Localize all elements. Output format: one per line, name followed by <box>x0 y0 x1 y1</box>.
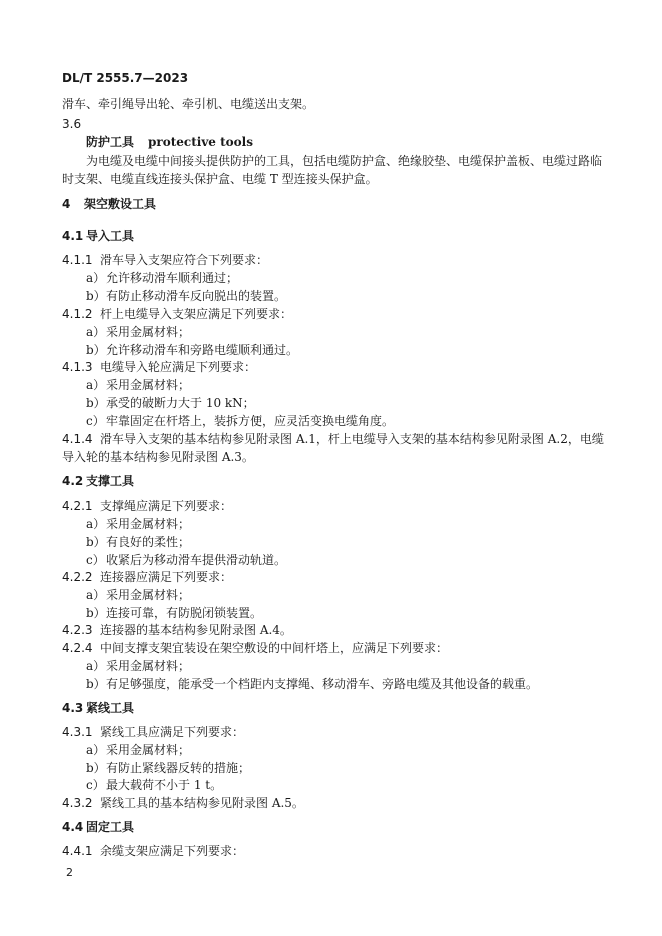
clause <box>62 795 304 811</box>
list-text: 采用金属材料； <box>106 517 191 531</box>
list-item <box>86 587 190 603</box>
clause <box>62 498 232 514</box>
list-marker: c） <box>86 553 105 567</box>
list-marker: b） <box>86 343 106 357</box>
list-text: 采用金属材料； <box>106 378 191 392</box>
term-title <box>86 134 253 150</box>
list-text: 采用金属材料； <box>106 743 191 757</box>
clause <box>62 843 244 859</box>
clause-number: 4.4.1 <box>62 844 93 858</box>
list-item <box>86 552 286 568</box>
subsection-heading <box>62 228 134 244</box>
subsection-title: 固定工具 <box>86 820 135 834</box>
section-heading <box>62 196 156 212</box>
clause-text: 滑车导入支架应符合下列要求： <box>100 253 269 267</box>
clause <box>62 431 604 447</box>
page-number: 2 <box>66 866 73 879</box>
clause-number: 4.2.3 <box>62 623 93 637</box>
subsection-heading <box>62 700 134 716</box>
list-marker: b） <box>86 606 106 620</box>
list-marker: c） <box>86 778 105 792</box>
clause-number: 4.2.2 <box>62 570 93 584</box>
clause-number: 4.2.4 <box>62 641 93 655</box>
list-marker: c） <box>86 414 105 428</box>
list-text: 连接可靠，有防脱闭锁装置。 <box>106 606 263 620</box>
clause <box>62 359 256 375</box>
clause-text: 杆上电缆导入支架应满足下列要求： <box>100 307 293 321</box>
clause-text: 滑车导入支架的基本结构参见附录图 A.1，杆上电缆导入支架的基本结构参见附录图 A.2，电缆 <box>100 432 604 446</box>
list-marker: a） <box>86 517 106 531</box>
list-marker: a） <box>86 743 106 757</box>
clause <box>62 306 292 322</box>
list-item <box>86 605 262 621</box>
list-item <box>86 516 190 532</box>
list-marker: b） <box>86 677 106 691</box>
clause <box>62 569 232 585</box>
list-item <box>86 413 394 429</box>
list-item <box>86 742 190 758</box>
clause <box>62 252 268 268</box>
clause <box>62 640 448 656</box>
term-number: 3.6 <box>62 117 82 131</box>
subsection-title: 紧线工具 <box>86 701 135 715</box>
clause-number: 4.3.2 <box>62 796 93 810</box>
clause-text: 中间支撑支架宜装设在架空敷设的中间杆塔上，应满足下列要求： <box>100 641 449 655</box>
list-marker: a） <box>86 588 106 602</box>
clause-text: 紧线工具的基本结构参见附录图 A.5。 <box>100 796 304 810</box>
list-text: 允许移动滑车和旁路电缆顺利通过。 <box>106 343 299 357</box>
term-title-chinese: 防护工具 <box>86 135 135 149</box>
subsection-heading <box>62 473 134 489</box>
term-title-english: protective tools <box>148 135 253 149</box>
list-item <box>86 377 190 393</box>
clause-text: 紧线工具应满足下列要求： <box>100 725 245 739</box>
list-item <box>86 270 238 286</box>
list-item <box>86 676 538 692</box>
section-title: 架空敷设工具 <box>84 197 157 211</box>
list-text: 允许移动滑车顺利通过； <box>106 271 239 285</box>
subsection-heading <box>62 819 134 835</box>
list-text: 采用金属材料； <box>106 588 191 602</box>
list-item <box>86 760 250 776</box>
list-marker: b） <box>86 535 106 549</box>
list-item <box>86 324 190 340</box>
clause-number: 4.1.3 <box>62 360 93 374</box>
list-text: 有防止紧线器反转的措施； <box>106 761 251 775</box>
subsection-number: 4.2 <box>62 474 84 488</box>
definition-line: 为电缆及电缆中间接头提供防护的工具，包括电缆防护盒、绝缘胶垫、电缆保护盖板、电缆过路临 <box>86 154 603 168</box>
subsection-number: 4.1 <box>62 229 84 243</box>
list-item <box>86 395 255 411</box>
clause-text: 支撑绳应满足下列要求： <box>100 499 233 513</box>
list-marker: a） <box>86 271 106 285</box>
list-marker: b） <box>86 289 106 303</box>
list-item <box>86 777 222 793</box>
paragraph-line: 导入轮的基本结构参见附录图 A.3。 <box>62 450 254 464</box>
clause <box>62 724 244 740</box>
clause-text: 连接器的基本结构参见附录图 A.4。 <box>100 623 292 637</box>
list-text: 承受的破断力大于 10 kN； <box>106 396 255 410</box>
clause-number: 4.1.4 <box>62 432 93 446</box>
clause-number: 4.3.1 <box>62 725 93 739</box>
list-marker: a） <box>86 325 106 339</box>
list-text: 采用金属材料； <box>106 659 191 673</box>
list-text: 有良好的柔性； <box>106 535 191 549</box>
subsection-number: 4.4 <box>62 820 84 834</box>
subsection-number: 4.3 <box>62 701 84 715</box>
section-number: 4 <box>62 197 71 211</box>
list-item <box>86 288 286 304</box>
clause-number: 4.2.1 <box>62 499 93 513</box>
list-text: 采用金属材料； <box>106 325 191 339</box>
list-item <box>86 342 298 358</box>
list-item <box>86 534 190 550</box>
list-marker: b） <box>86 761 106 775</box>
list-marker: b） <box>86 396 106 410</box>
list-text: 牢靠固定在杆塔上，装拆方便，应灵活变换电缆角度。 <box>106 414 395 428</box>
clause-text: 连接器应满足下列要求： <box>100 570 233 584</box>
clause-number: 4.1.1 <box>62 253 93 267</box>
document-code-header: DL/T 2555.7—2023 <box>62 71 189 85</box>
list-marker: a） <box>86 378 106 392</box>
list-text: 有防止移动滑车反向脱出的装置。 <box>106 289 287 303</box>
list-text: 有足够强度，能承受一个档距内支撑绳、移动滑车、旁路电缆及其他设备的载重。 <box>106 677 539 691</box>
clause <box>62 622 292 638</box>
subsection-title: 支撑工具 <box>86 474 135 488</box>
list-marker: a） <box>86 659 106 673</box>
clause-text: 电缆导入轮应满足下列要求： <box>100 360 257 374</box>
clause-number: 4.1.2 <box>62 307 93 321</box>
list-text: 收紧后为移动滑车提供滑动轨道。 <box>106 553 287 567</box>
subsection-title: 导入工具 <box>86 229 135 243</box>
list-item <box>86 658 190 674</box>
definition-line: 时支架、电缆直线连接头保护盒、电缆 T 型连接头保护盒。 <box>62 172 378 186</box>
paragraph-line: 滑车、牵引绳导出轮、牵引机、电缆送出支架。 <box>62 97 315 111</box>
clause-text: 余缆支架应满足下列要求： <box>100 844 245 858</box>
list-text: 最大载荷不小于 1 t。 <box>106 778 223 792</box>
